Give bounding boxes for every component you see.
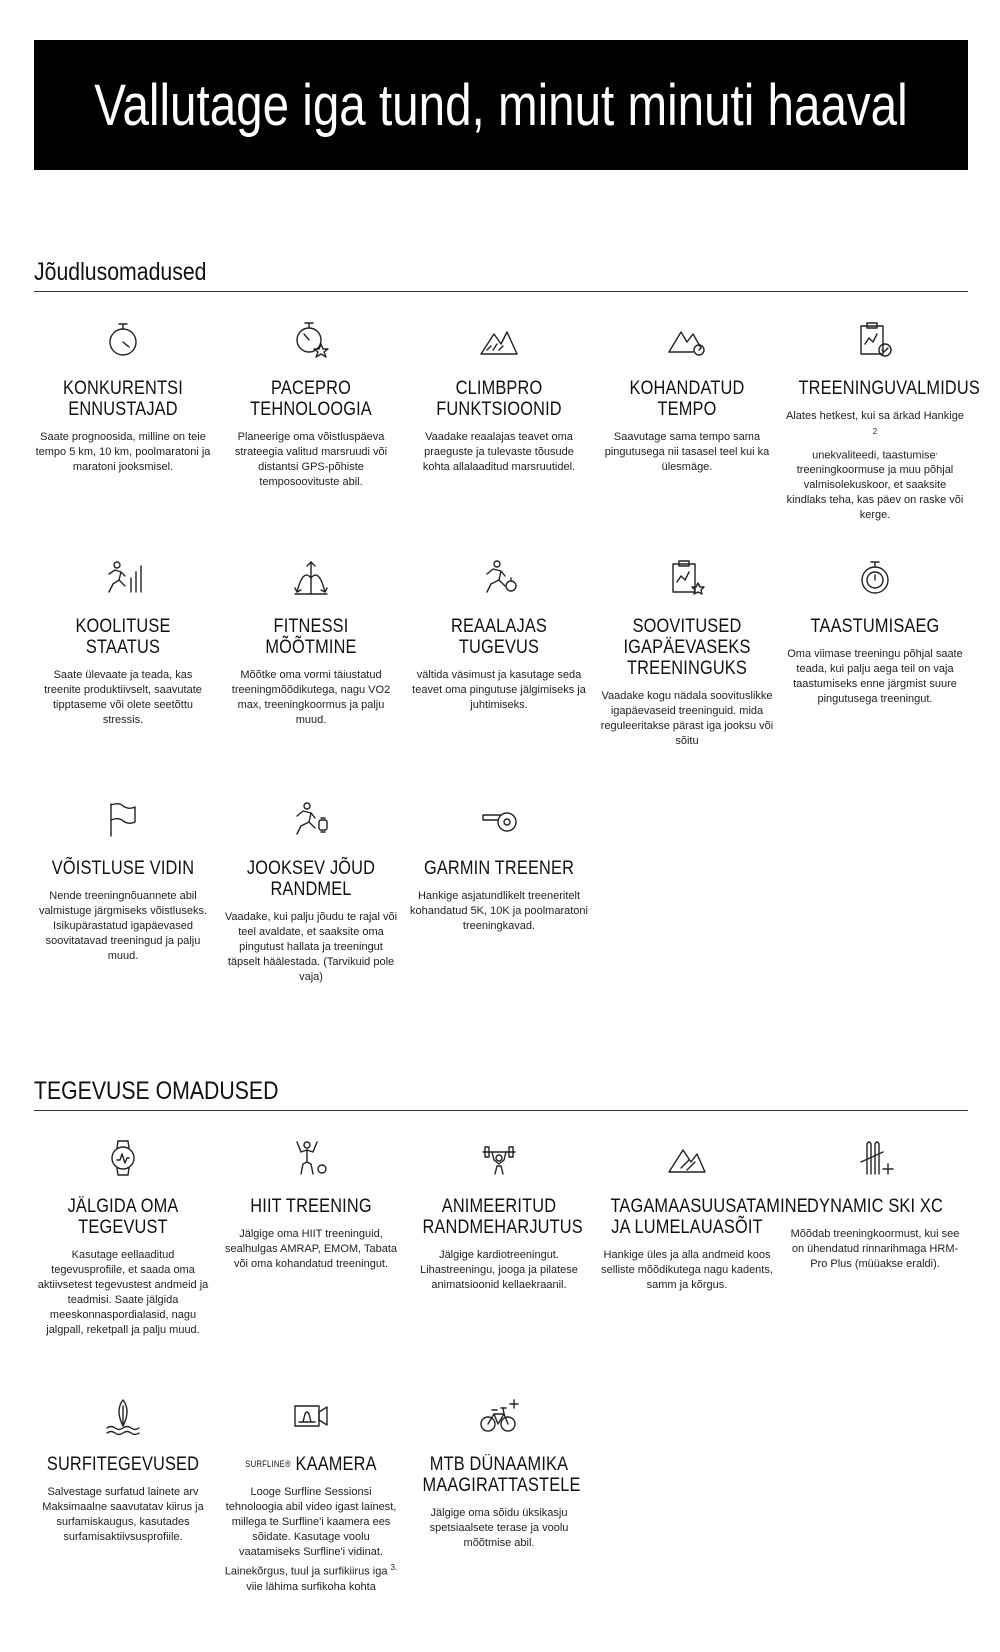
hero-title: Vallutage iga tund, minut minuti haaval [94,72,908,138]
feature-title: CLIMBPRO FUNKTSIOONID [436,378,562,420]
feature-title: HIIT TREENING [250,1196,372,1217]
feature-title: DYNAMIC SKI XC [807,1196,943,1217]
feature-description: Hankige asjatundlikelt treeneritelt kohandatud 5K, 10K ja poolmaratoni treeningkavad. [410,890,588,932]
hero-banner [34,40,968,170]
feature-title: JOOKSEV JÕUD RANDMEL [246,858,376,900]
runner-bars-icon [103,558,143,598]
clipboard-check-icon [855,320,895,360]
feature-daily-suggested-workouts [598,558,776,749]
feature-surfline-camera [222,1396,400,1595]
feature-description: Saate ülevaate ja teada, kas treenite produktiivselt, saavutate tipptaseme või olete seetõttu stressis. [44,669,202,726]
runner-watch-icon [291,800,331,840]
feature-description: Hankige üles ja alla andmeid koos selliste mõõdikutega nagu kadents, samm ja kõrgus. [601,1249,773,1291]
feature-description: Oma viimase treeningu põhjal saate teada, kui palju aega teil on vaja taastumiseks enne järgmist suure pingutusega treeningut. [787,648,963,705]
feature-title: FITNESSI MÕÕTMINE [265,616,357,658]
feature-description: Salvestage surfatud lainete arv Maksimaalne saavutatav kiirus ja surfamiskaugus, kasutades surfamisaktiivsusprofiile. [42,1486,204,1543]
feature-fitness-measurement [222,558,400,728]
feature-description: Saate prognoosida, milline on teie tempo 5 km, 10 km, poolmaratoni ja maratoni jooksmisel. [35,431,211,473]
hiit-person-icon [291,1138,331,1178]
feature-title: $^{SURFLINE®}$ KAAMERA [245,1454,377,1475]
surfboard-icon [103,1396,143,1436]
whistle-icon [479,800,519,840]
feature-hiit [222,1138,400,1272]
feature-description: Jälgige oma HIIT treeninguid, sealhulgas AMRAP, EMOM, Tabata või oma kohandatud treeningut. [224,1228,397,1270]
xc-ski-plus-icon [855,1138,895,1178]
feature-title: PACEPRO TEHNOLOOGIA [250,378,372,420]
feature-mtb-dynamics [410,1396,588,1551]
stopwatch-star-icon [291,320,331,360]
mountain-bike-icon [479,1396,519,1436]
recovery-timer-icon [855,558,895,598]
feature-title: TREENINGUVALMIDUS [798,378,980,399]
feature-adjusted-pace [598,320,776,475]
feature-description: Alates hetkest, kui sa ärkad Hankige $^2$ unekvaliteedi, taastumise, treeningkoormuse ja muu põhjal valmisolekuskoor, et saaksite kindlaks teha, kas päev on raske või kerge. [786,410,964,522]
feature-surf [34,1396,212,1545]
section-title-activity: TEGEVUSE OMADUSED [34,1077,968,1111]
feature-title: KOOLITUSE STAATUS [75,616,171,658]
feature-garmin-coach [410,800,588,934]
feature-description: Vaadake kogu nädala soovituslikke igapäevaseid treeninguid. mida reguleeritakse pärast iga jooksu või sõitu [600,690,774,747]
feature-description: Kasutage eellaaditud tegevusprofiile, et saada oma aktiivsetest tegevustest andmeid ja teadmisi. Saate jälgida meeskonnaspordialasid, nagu jalgpall, reketpall ja palju muud. [37,1249,209,1336]
feature-title: KONKURENTSI ENNUSTAJAD [63,378,183,420]
feature-description: Mõõdab treeningkoormust, kui see on ühendatud rinnarihmaga HRM-Pro Plus (müüakse eraldi). [790,1228,960,1270]
race-flag-icon [103,800,143,840]
feature-title: ANIMEERITUD RANDMEHARJUTUS [422,1196,583,1238]
feature-description: Saavutage sama tempo sama pingutusega nii tasasel teel kui ka ülesmäge. [604,431,770,473]
clipboard-star-icon [667,558,707,598]
feature-title: KOHANDATUD TEMPO [629,378,745,420]
feature-pacepro [222,320,400,490]
feature-description: Looge Surfline Sessionsi tehnoloogia abil video igast lainest, millega te Surfline'i kaamera ees sõidate. Kasutage voolu vaatamiseks Surfline'i vidinat. Lainekõrgus, tuul ja surfikiirus iga $^{3.}$ viie lähima surfikoha kohta [224,1486,398,1593]
feature-title: GARMIN TREENER [423,858,575,879]
feature-description: Vaadake reaalajas teavet oma praeguste ja tulevaste tõusude kohta allalaaditud marsruutidel. [422,431,576,473]
feature-race-predictor [34,320,212,475]
runner-stopwatch-icon [479,558,519,598]
feature-title: SURFITEGEVUSED [46,1454,200,1475]
feature-description: Nende treeningnõuannete abil valmistuge järgmiseks võistluseks. Isikupärastatud igapäevased soovitatavad treeningud ja palju muud. [38,890,208,962]
feature-title: MTB DÜNAAMIKA MAAGIRATTASTELE [422,1454,581,1496]
feature-climbpro [410,320,588,475]
feature-title: SOOVITUSED IGAPÄEVASEKS TREENINGUKS [623,616,751,679]
weightlifter-icon [479,1138,519,1178]
feature-description: Jälgige oma sõidu üksikasju spetsiaalsete terase ja voolu mõõtmise abil. [429,1507,569,1549]
feature-title: JÄLGIDA OMA TEGEVUST [67,1196,179,1238]
feature-training-status [34,558,212,728]
feature-title: TAASTUMISAEG [810,616,940,637]
feature-title: TAGAMAASUUSATAMINE JA LUMELAUASÕIT [610,1196,808,1238]
feature-backcountry-ski [598,1138,808,1293]
mountain-ski-icon [667,1138,707,1178]
feature-description: Vaadake, kui palju jõudu te rajal või teel avaldate, et saaksite oma pingutust hallata ja treeningut täpselt häälestada. (Tarvikuid pole vaja) [224,911,398,983]
feature-description: Planeerige oma võistluspäeva strateegia valitud marsruudi või distantsi GPS-põhiste temposoovituste abil. [234,431,388,488]
watch-activity-icon [103,1138,143,1178]
feature-recovery-time [786,558,964,707]
stopwatch-icon [103,320,143,360]
feature-track-activity [34,1138,212,1338]
feature-training-readiness [786,320,980,523]
feature-description: Mõõtke oma vormi täiustatud treeningmõõdikutega, nagu VO2 max, treeningkoormus ja palju muud. [231,669,391,726]
feature-race-widget [34,800,212,964]
feature-description: vältida väsimust ja kasutage seda teavet oma pingutuse jälgimiseks ja juhtimiseks. [412,669,586,711]
vo2-arrows-icon [291,558,331,598]
feature-running-power [222,800,400,985]
feature-description: Jälgige kardiotreeningut. Lihastreeningu, jooga ja pilatese animatsioonid kellaekraanil. [420,1249,578,1291]
feature-real-time-stamina [410,558,588,713]
feature-title: REAALAJAS TUGEVUS [450,616,547,658]
camera-icon [291,1396,331,1436]
mountain-climb-icon [479,320,519,360]
feature-dynamic-ski-xc [786,1138,964,1272]
mountain-pace-icon [667,320,707,360]
feature-title: VÕISTLUSE VIDIN [51,858,195,879]
feature-animated-workouts [410,1138,588,1293]
section-title-performance: Jõudlusomadused [34,258,968,292]
